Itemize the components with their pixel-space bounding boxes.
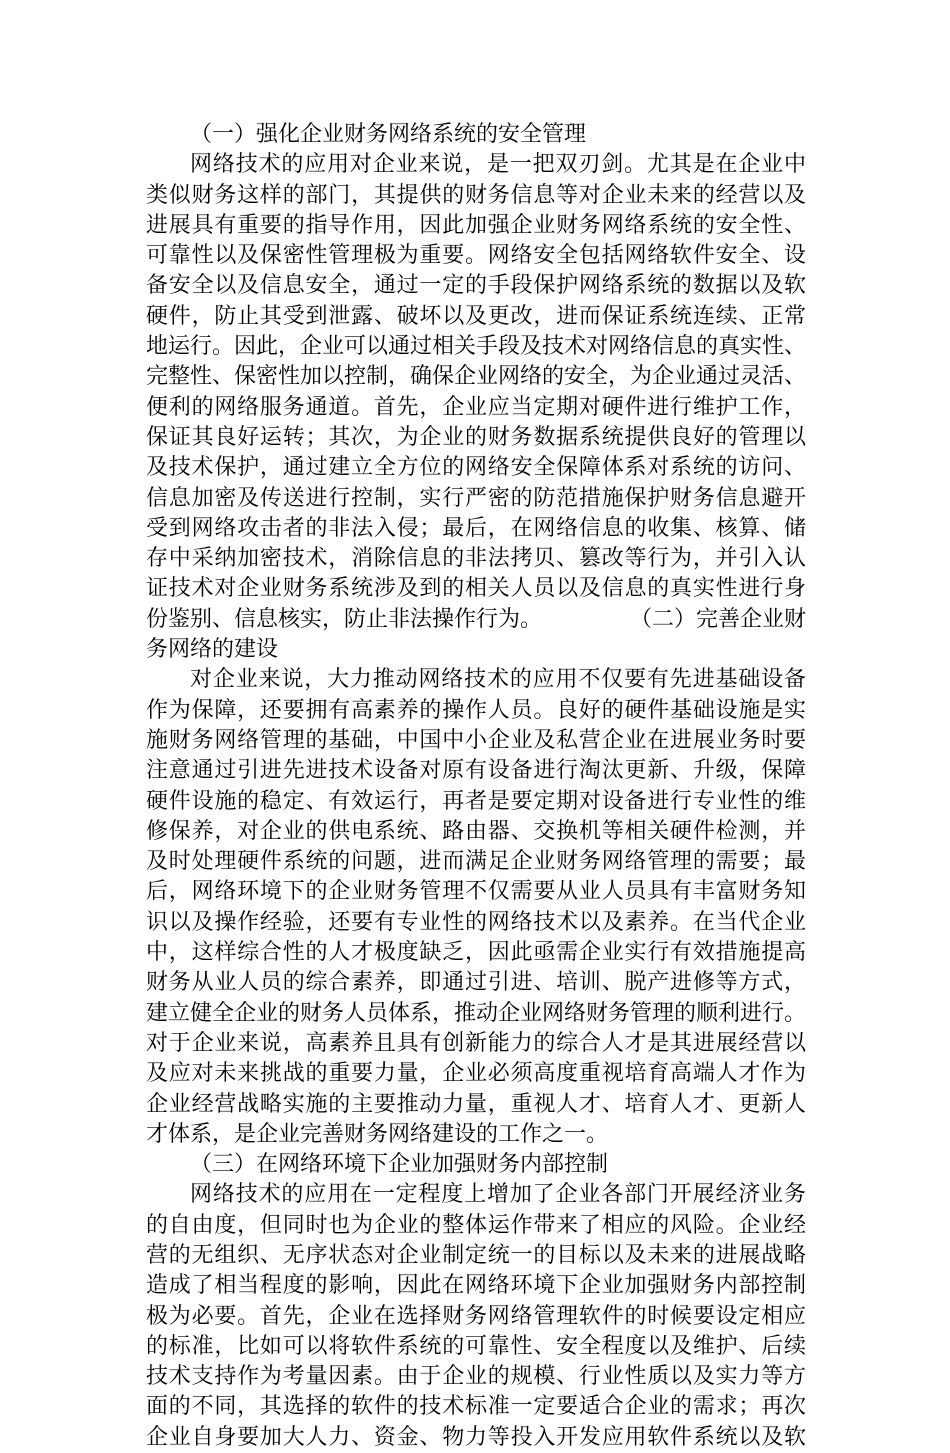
document-page xyxy=(146,120,806,1453)
section-heading-3: （三）在网络环境下企业加强财务内部控制 xyxy=(190,1152,609,1178)
paragraph-line: 施财务网络管理的基础，中国中小企业及私营企业在进展业务时要 xyxy=(146,727,806,753)
paragraph-line: 硬件，防止其受到泄露、破坏以及更改，进而保证系统连续、正常 xyxy=(146,303,806,329)
paragraph-line: 的自由度，但同时也为企业的整体运作带来了相应的风险。企业经 xyxy=(146,1212,806,1238)
paragraph-line: 企业经营战略实施的主要推动力量，重视人才、培育人才、更新人 xyxy=(146,1091,806,1117)
paragraph-line: 才体系，是企业完善财务网络建设的工作之一。 xyxy=(146,1121,609,1147)
paragraph-line: 建立健全企业的财务人员体系，推动企业网络财务管理的顺利进行。 xyxy=(146,1000,806,1026)
paragraph-line: 便利的网络服务通道。首先，企业应当定期对硬件进行维护工作， xyxy=(146,394,806,420)
paragraph-line: 硬件设施的稳定、有效运行，再者是要定期对设备进行专业性的维 xyxy=(146,788,806,814)
paragraph-line: 可靠性以及保密性管理极为重要。网络安全包括网络软件安全、设 xyxy=(146,243,806,269)
paragraph-line: 及技术保护，通过建立全方位的网络安全保障体系对系统的访问、 xyxy=(146,455,806,481)
paragraph-line: 造成了相当程度的影响，因此在网络环境下企业加强财务内部控制 xyxy=(146,1273,806,1299)
paragraph-line: 识以及操作经验，还要有专业性的网络技术以及素养。在当代企业 xyxy=(146,909,806,935)
paragraph-line: 财务从业人员的综合素养，即通过引进、培训、脱产进修等方式， xyxy=(146,970,806,996)
paragraph-line: 进展具有重要的指导作用，因此加强企业财务网络系统的安全性、 xyxy=(146,212,806,238)
paragraph-line: 及应对未来挑战的重要力量，企业必须高度重视培育高端人才作为 xyxy=(146,1061,806,1087)
paragraph-line: 网络技术的应用在一定程度上增加了企业各部门开展经济业务 xyxy=(190,1182,806,1208)
paragraph-line: 的标准，比如可以将软件系统的可靠性、安全程度以及维护、后续 xyxy=(146,1333,806,1359)
paragraph-line: 对企业来说，大力推动网络技术的应用不仅要有先进基础设备 xyxy=(190,667,806,693)
paragraph-line: 保证其良好运转；其次，为企业的财务数据系统提供良好的管理以 xyxy=(146,424,806,450)
paragraph-line: 营的无组织、无序状态对企业制定统一的目标以及未来的进展战略 xyxy=(146,1242,806,1268)
paragraph-line: 证技术对企业财务系统涉及到的相关人员以及信息的真实性进行身 xyxy=(146,576,806,602)
paragraph-line: 存中采纳加密技术，消除信息的非法拷贝、篡改等行为，并引入认 xyxy=(146,546,806,572)
paragraph-line: 对于企业来说，高素养且具有创新能力的综合人才是其进展经营以 xyxy=(146,1030,806,1056)
paragraph-line: 及时处理硬件系统的问题，进而满足企业财务网络管理的需要；最 xyxy=(146,849,806,875)
paragraph-line: 极为必要。首先，企业在选择财务网络管理软件的时候要设定相应 xyxy=(146,1303,806,1329)
paragraph-line: 受到网络攻击者的非法入侵；最后，在网络信息的收集、核算、储 xyxy=(146,515,806,541)
paragraph-line: 类似财务这样的部门，其提供的财务信息等对企业未来的经营以及 xyxy=(146,182,806,208)
paragraph-line: 地运行。因此，企业可以通过相关手段及技术对网络信息的真实性、 xyxy=(146,334,806,360)
paragraph-line: 备安全以及信息安全，通过一定的手段保护网络系统的数据以及软 xyxy=(146,273,806,299)
paragraph-end-text: 份鉴别、信息核实，防止非法操作行为。 xyxy=(146,606,543,632)
paragraph-line-mixed xyxy=(146,605,806,635)
paragraph-line: 完整性、保密性加以控制，确保企业网络的安全，为企业通过灵活、 xyxy=(146,364,806,390)
section-heading-1: （一）强化企业财务网络系统的安全管理 xyxy=(190,122,587,147)
paragraph-line: 企业自身要加大人力、资金、物力等投入开发应用软件系统以及软 xyxy=(146,1424,806,1450)
paragraph-line: 后，网络环境下的企业财务管理不仅需要从业人员具有丰富财务知 xyxy=(146,879,806,905)
paragraph-line: 网络技术的应用对企业来说，是一把双刃剑。尤其是在企业中 xyxy=(190,152,806,178)
paragraph-line: 面的不同，其选择的软件的技术标准一定要适合企业的需求；再次 xyxy=(146,1394,806,1420)
paragraph-line: 信息加密及传送进行控制，实行严密的防范措施保护财务信息避开 xyxy=(146,485,806,511)
paragraph-line: 修保养，对企业的供电系统、路由器、交换机等相关硬件检测，并 xyxy=(146,818,806,844)
paragraph-line: 注意通过引进先进技术设备对原有设备进行淘汰更新、升级，保障 xyxy=(146,758,806,784)
section-heading-2-part2: 务网络的建设 xyxy=(146,637,279,663)
paragraph-line: 技术支持作为考量因素。由于企业的规模、行业性质以及实力等方 xyxy=(146,1364,806,1390)
paragraph-line: 作为保障，还要拥有高素养的操作人员。良好的硬件基础设施是实 xyxy=(146,697,806,723)
paragraph-line: 中，这样综合性的人才极度缺乏，因此亟需企业实行有效措施提高 xyxy=(146,940,806,966)
section-heading-2-part1: （二）完善企业财 xyxy=(629,606,806,632)
